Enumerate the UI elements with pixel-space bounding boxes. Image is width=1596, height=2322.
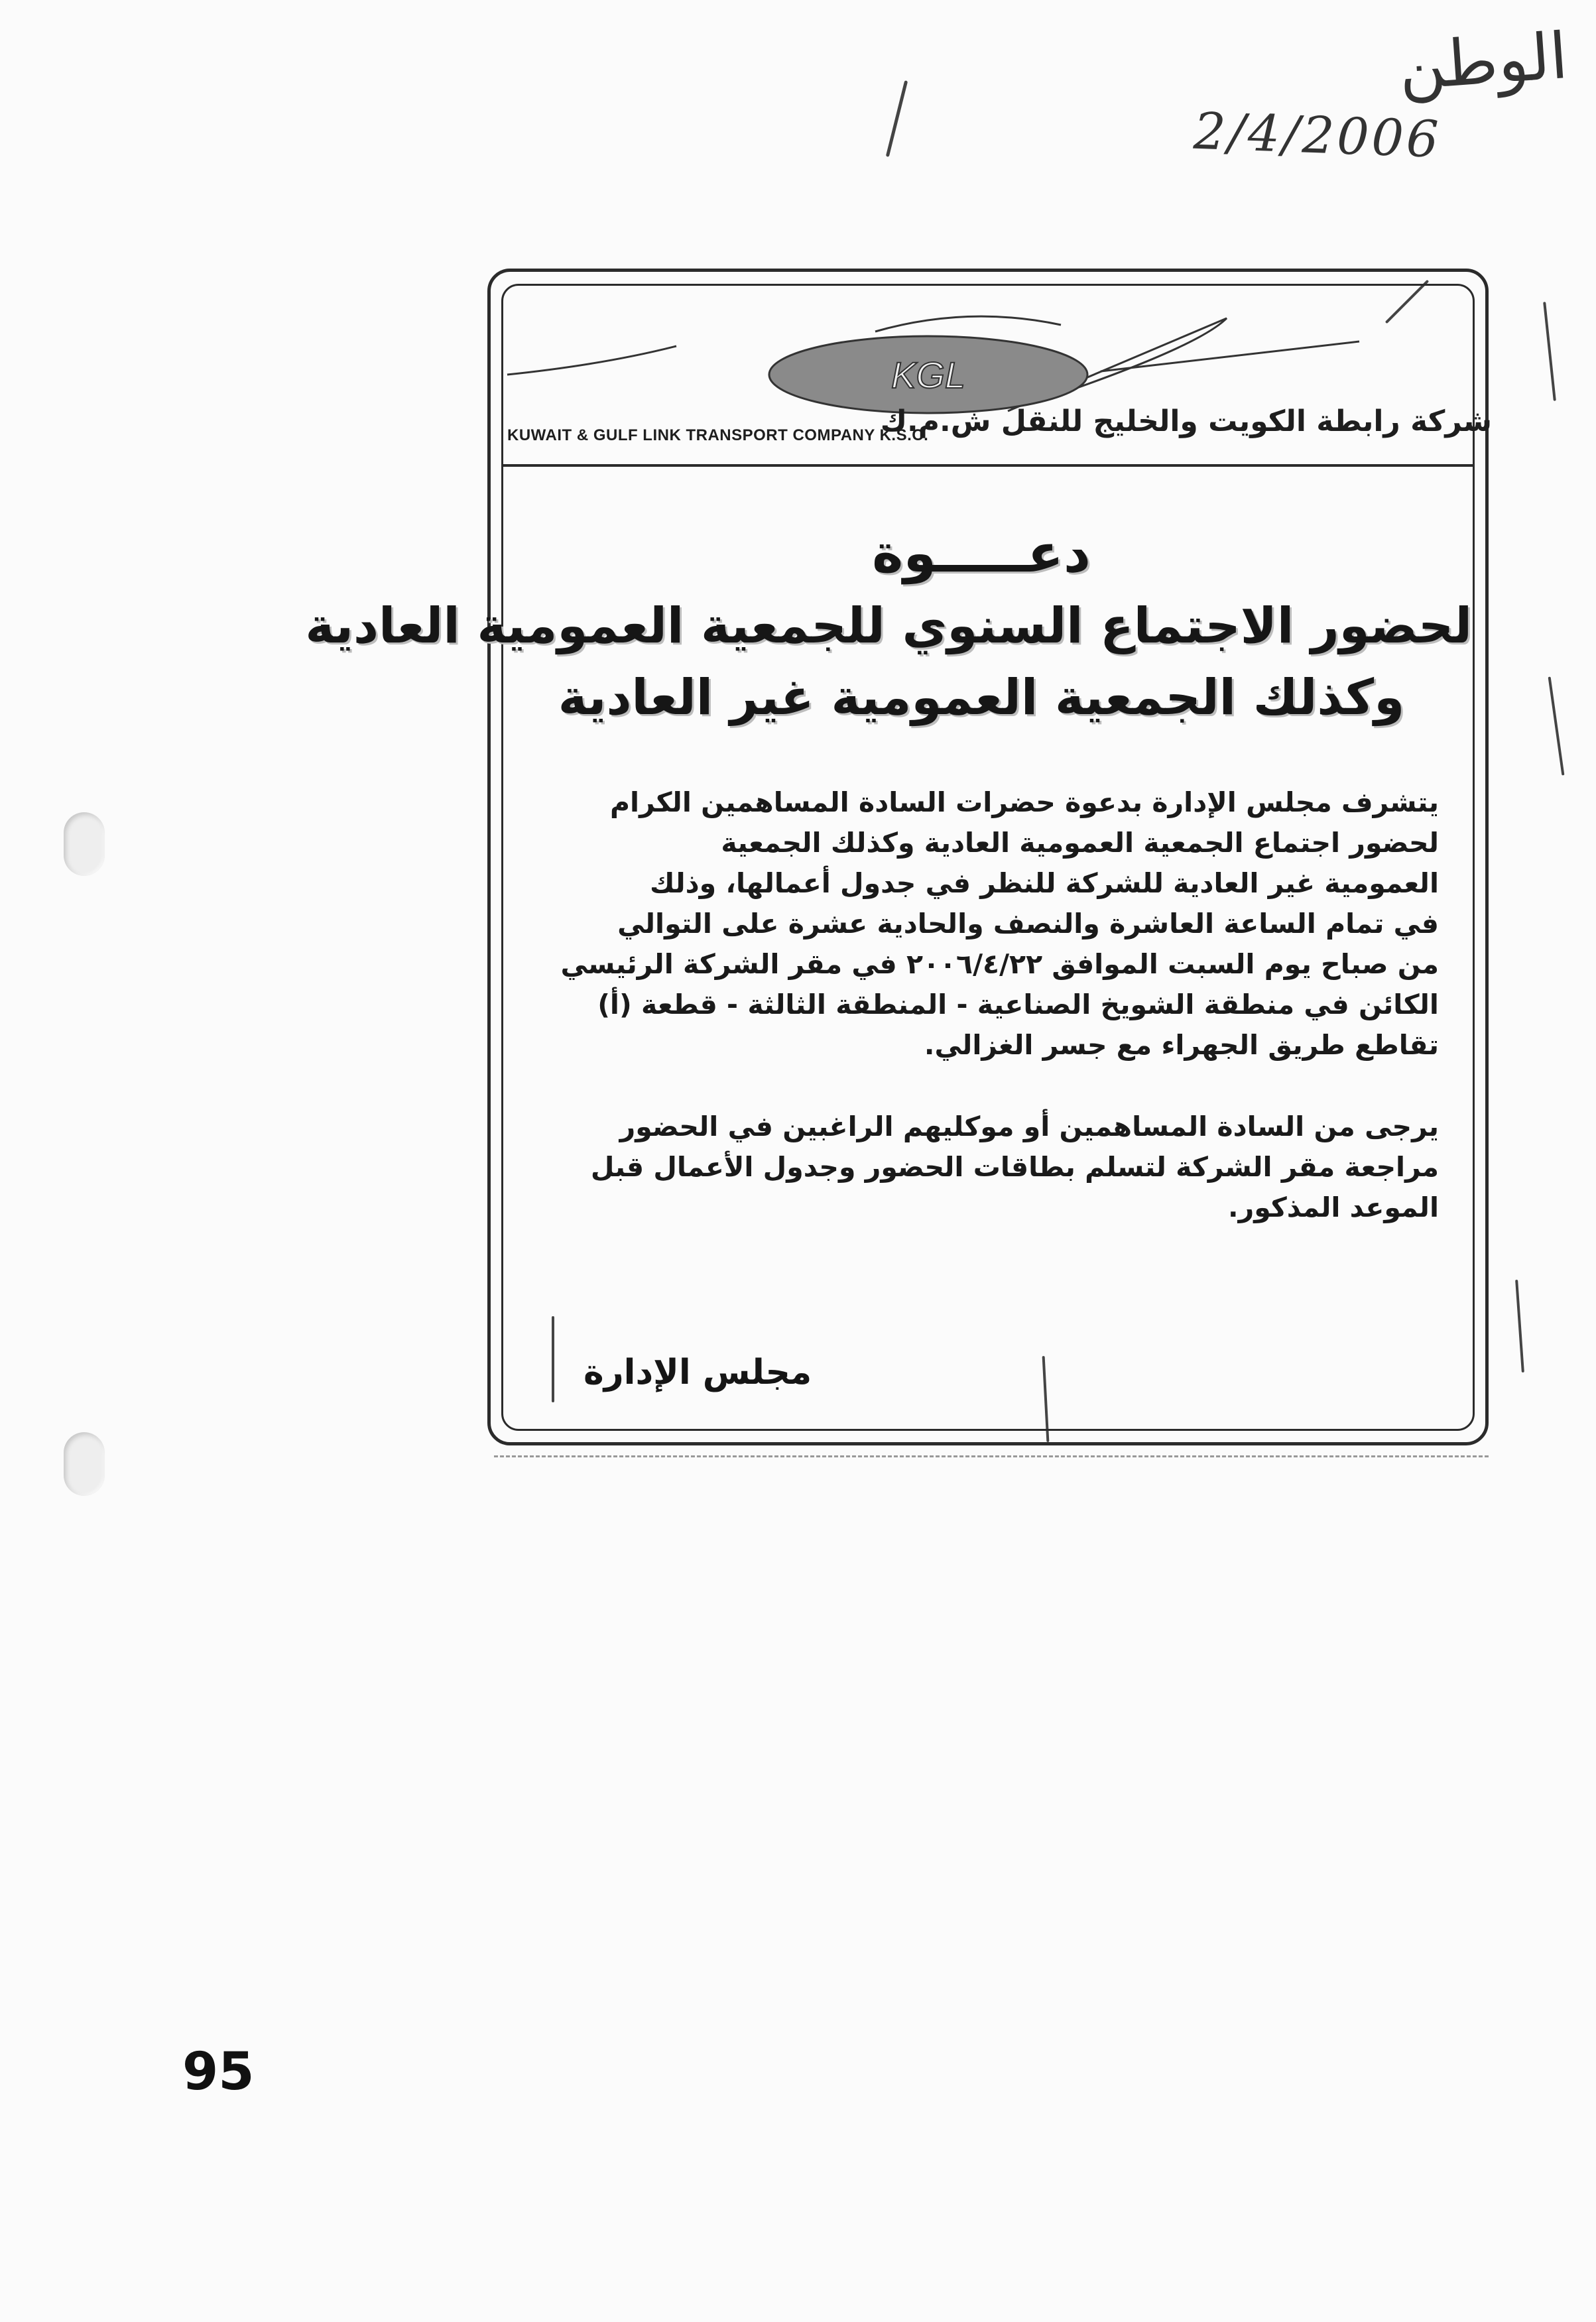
- headline-line-1: لحضور الاجتماع السنوي للجمعية العمومية العادية: [305, 597, 1472, 654]
- body-line: العمومية غير العادية للشركة للنظر في جدول أعمالها، وذلك: [650, 867, 1439, 899]
- header-divider: [501, 464, 1475, 467]
- cut-line: [494, 1455, 1489, 1457]
- body-line: من صباح يوم السبت الموافق ٢٠٠٦/٤/٢٢ في مقر الشركة الرئيسي: [560, 948, 1439, 980]
- body-line: يتشرف مجلس الإدارة بدعوة حضرات السادة المساهمين الكرام: [609, 786, 1439, 818]
- signature-board: مجلس الإدارة: [583, 1353, 812, 1392]
- invitation-body: [557, 782, 1439, 1228]
- headline: [305, 517, 1472, 733]
- pen-mark: [1543, 302, 1556, 401]
- handwritten-date: 2/4/2006: [1192, 101, 1442, 169]
- punch-hole-bottom: [64, 1432, 105, 1496]
- body-line: مراجعة مقر الشركة لتسلم بطاقات الحضور وجدول الأعمال قبل: [590, 1151, 1439, 1183]
- logo-swoosh-top: [875, 316, 1061, 332]
- paragraph-request: [557, 1107, 1439, 1228]
- company-name-arabic: شركة رابطة الكويت والخليج للنقل ش.م.ك: [880, 404, 1492, 438]
- body-line: لحضور اجتماع الجمعية العمومية العادية وكذلك الجمعية: [721, 827, 1439, 859]
- headline-line-2: وكذلك الجمعية العمومية غير العادية: [558, 669, 1405, 726]
- body-line: الكائن في منطقة الشويخ الصناعية - المنطقة الثالثة - قطعة (أ): [597, 989, 1439, 1020]
- pen-mark: [1515, 1280, 1524, 1373]
- pen-mark: [1548, 676, 1565, 775]
- body-line: في تمام الساعة العاشرة والنصف والحادية عشرة على التوالي: [617, 908, 1439, 940]
- pen-tick-mark: [886, 80, 908, 157]
- body-line: تقاطع طريق الجهراء مع جسر الغزالي.: [924, 1029, 1439, 1061]
- body-line: الموعد المذكور.: [1228, 1192, 1439, 1223]
- logo-text: KGL: [890, 354, 966, 396]
- punch-hole-top: [64, 812, 105, 876]
- page-number: 95: [182, 2042, 255, 2102]
- body-line: يرجى من السادة المساهمين أو موكليهم الراغبين في الحضور: [619, 1111, 1439, 1142]
- logo-swoosh-left: [507, 346, 676, 375]
- handwritten-newspaper-name: الوطن: [1396, 19, 1570, 105]
- logo-swoosh-right: [1101, 341, 1359, 371]
- paragraph-invitation: [557, 782, 1439, 1066]
- invitation-title: دعـــــوة: [872, 522, 1091, 584]
- company-name-english: KUWAIT & GULF LINK TRANSPORT COMPANY K.S.C.: [507, 426, 929, 444]
